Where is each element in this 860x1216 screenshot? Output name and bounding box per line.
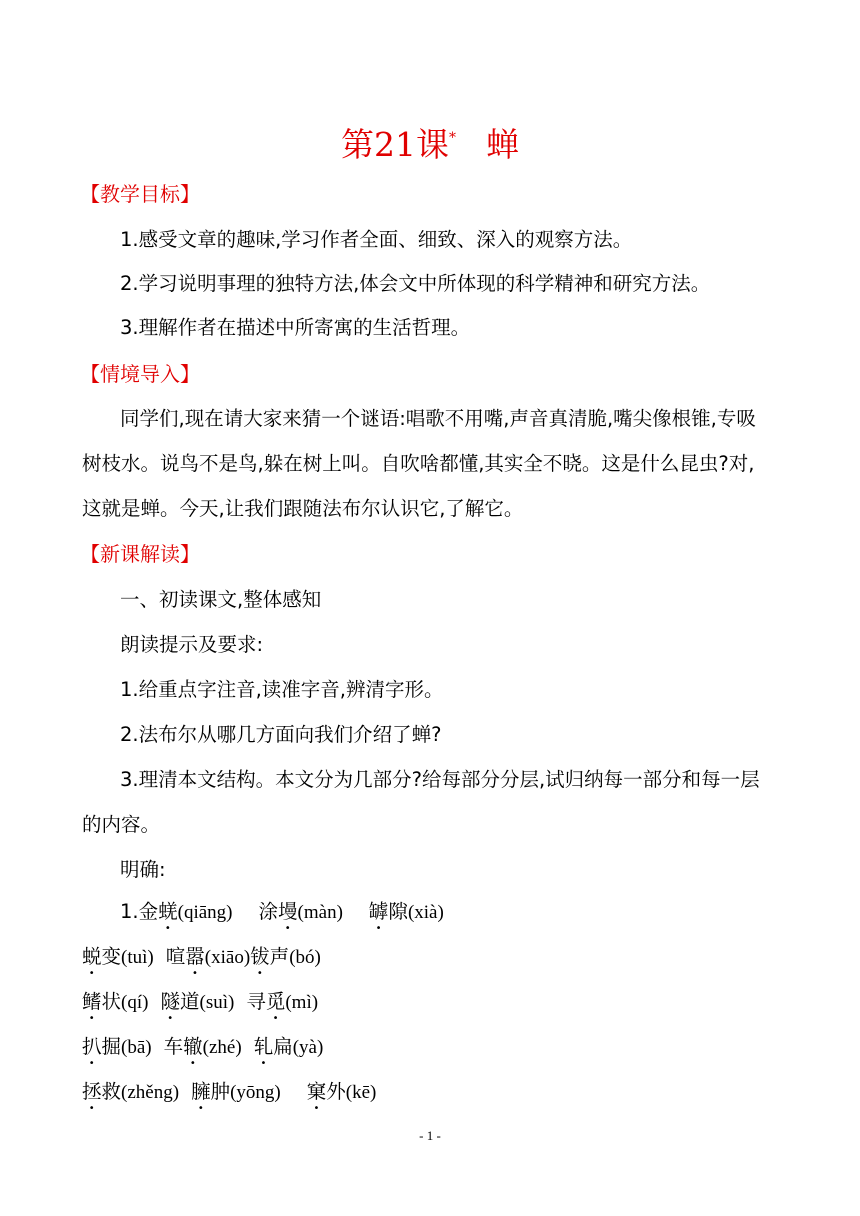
intro-line: 这就是蝉。今天,让我们跟随法布尔认识它,了解它。	[82, 497, 524, 520]
vocab-word: 轧扁(yà)	[253, 1035, 324, 1058]
vocab-row-prefix: 1.	[120, 900, 139, 923]
lesson-number: 第21课	[341, 125, 449, 164]
vocab-word: 喧嚣(xiāo)	[165, 945, 251, 968]
vocab-row	[82, 943, 778, 979]
vocab-word: 蜕变(tuì)	[82, 945, 154, 968]
lesson-name: 蝉	[486, 125, 519, 164]
part-heading: 一、初读课文,整体感知	[120, 588, 322, 611]
optional-lesson-star: *	[449, 130, 456, 146]
lesson-title	[0, 116, 860, 167]
vocab-word: 车辙(zhé)	[163, 1035, 242, 1058]
vocab-word: 臃肿(yōng)	[191, 1080, 281, 1103]
heading-intro: 【情境导入】	[80, 362, 200, 386]
tip-item-continued: 的内容。	[82, 813, 161, 836]
tips-label: 朗读提示及要求:	[120, 633, 264, 656]
vocab-word: 隧道(suì)	[160, 990, 235, 1013]
vocab-row	[82, 1078, 778, 1114]
tip-item: 2.法布尔从哪几方面向我们介绍了蝉?	[120, 723, 442, 746]
vocab-row	[82, 1033, 778, 1069]
vocab-word: 涂墁(màn)	[258, 900, 343, 923]
vocab-word: 寻觅(mì)	[246, 990, 319, 1013]
vocab-word: 罅隙(xià)	[368, 900, 444, 923]
objective-item: 3.理解作者在描述中所寄寓的生活哲理。	[120, 316, 471, 339]
objective-item: 2.学习说明事理的独特方法,体会文中所体现的科学精神和研究方法。	[120, 272, 711, 295]
heading-new-lesson: 【新课解读】	[80, 542, 200, 566]
vocab-word: 金蜣(qiāng)	[138, 900, 233, 923]
vocab-word: 窠外(kē)	[306, 1080, 377, 1103]
tip-item: 1.给重点字注音,读准字音,辨清字形。	[120, 678, 444, 701]
intro-line: 同学们,现在请大家来猜一个谜语:唱歌不用嘴,声音真清脆,嘴尖像根锥,专吸	[120, 407, 756, 430]
vocab-row	[82, 988, 778, 1024]
objective-item: 1.感受文章的趣味,学习作者全面、细致、深入的观察方法。	[120, 228, 633, 251]
vocab-word: 扒掘(bā)	[82, 1035, 152, 1058]
tip-item: 3.理清本文结构。本文分为几部分?给每部分分层,试归纳每一部分和每一层	[120, 768, 760, 791]
intro-line: 树枝水。说鸟不是鸟,躲在树上叫。自吹啥都懂,其实全不晓。这是什么昆虫?对,	[82, 452, 755, 475]
page-number: - 1 -	[419, 1128, 441, 1143]
vocab-word: 拯救(zhěng)	[82, 1080, 180, 1103]
vocab-row	[120, 898, 778, 934]
vocab-word: 钹声(bó)	[250, 945, 321, 968]
answer-label: 明确:	[120, 858, 166, 881]
vocab-word: 鳍状(qí)	[82, 990, 149, 1013]
heading-objectives: 【教学目标】	[80, 182, 200, 206]
